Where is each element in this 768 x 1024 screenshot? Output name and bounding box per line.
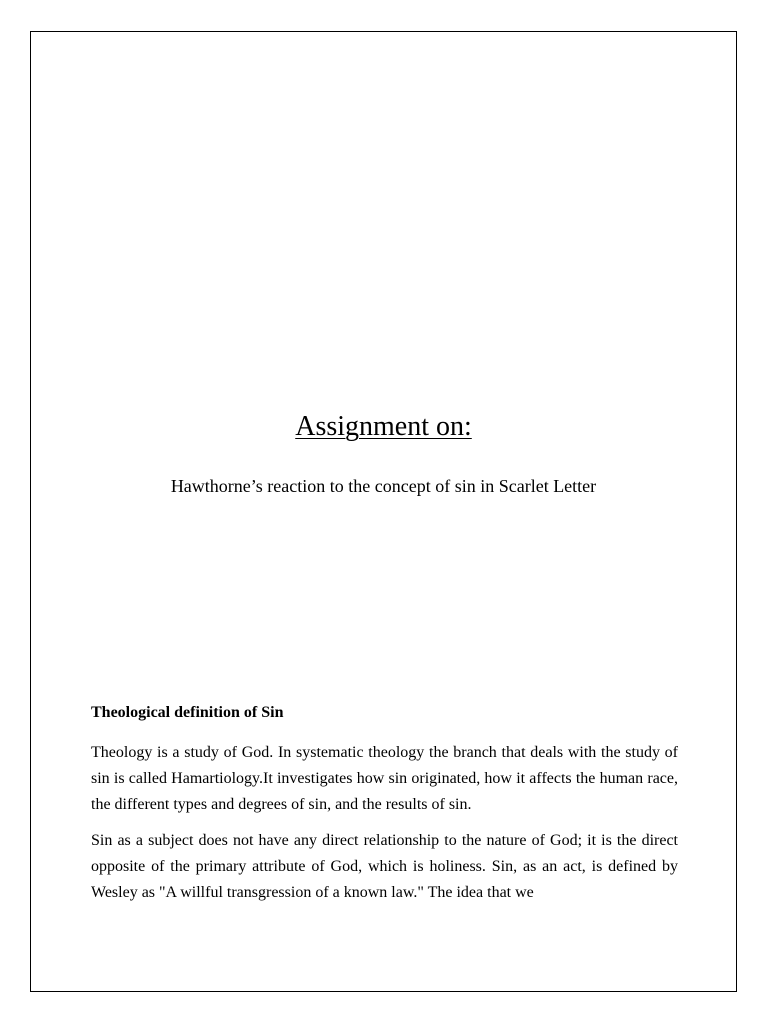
- section-theological-definition: [91, 700, 678, 916]
- paragraph-1: Theology is a study of God. In systematic theology the branch that deals with the study of sin is called Hamartiology.It investigates how sin originated, how it affects the human race, the different types and degrees of sin, and the results of sin.: [91, 744, 678, 813]
- page-title: Assignment on:: [295, 411, 472, 442]
- section-heading: Theological definition of Sin: [91, 704, 284, 721]
- page-subtitle: Hawthorne’s reaction to the concept of sin in Scarlet Letter: [170, 476, 597, 496]
- document-page: [30, 31, 737, 992]
- paragraph-2: Sin as a subject does not have any direct relationship to the nature of God; it is the direct opposite of the primary attribute of God, which is holiness. Sin, as an act, is defined by Wesley as "A willful transgression of a known law." The idea that we: [91, 832, 678, 901]
